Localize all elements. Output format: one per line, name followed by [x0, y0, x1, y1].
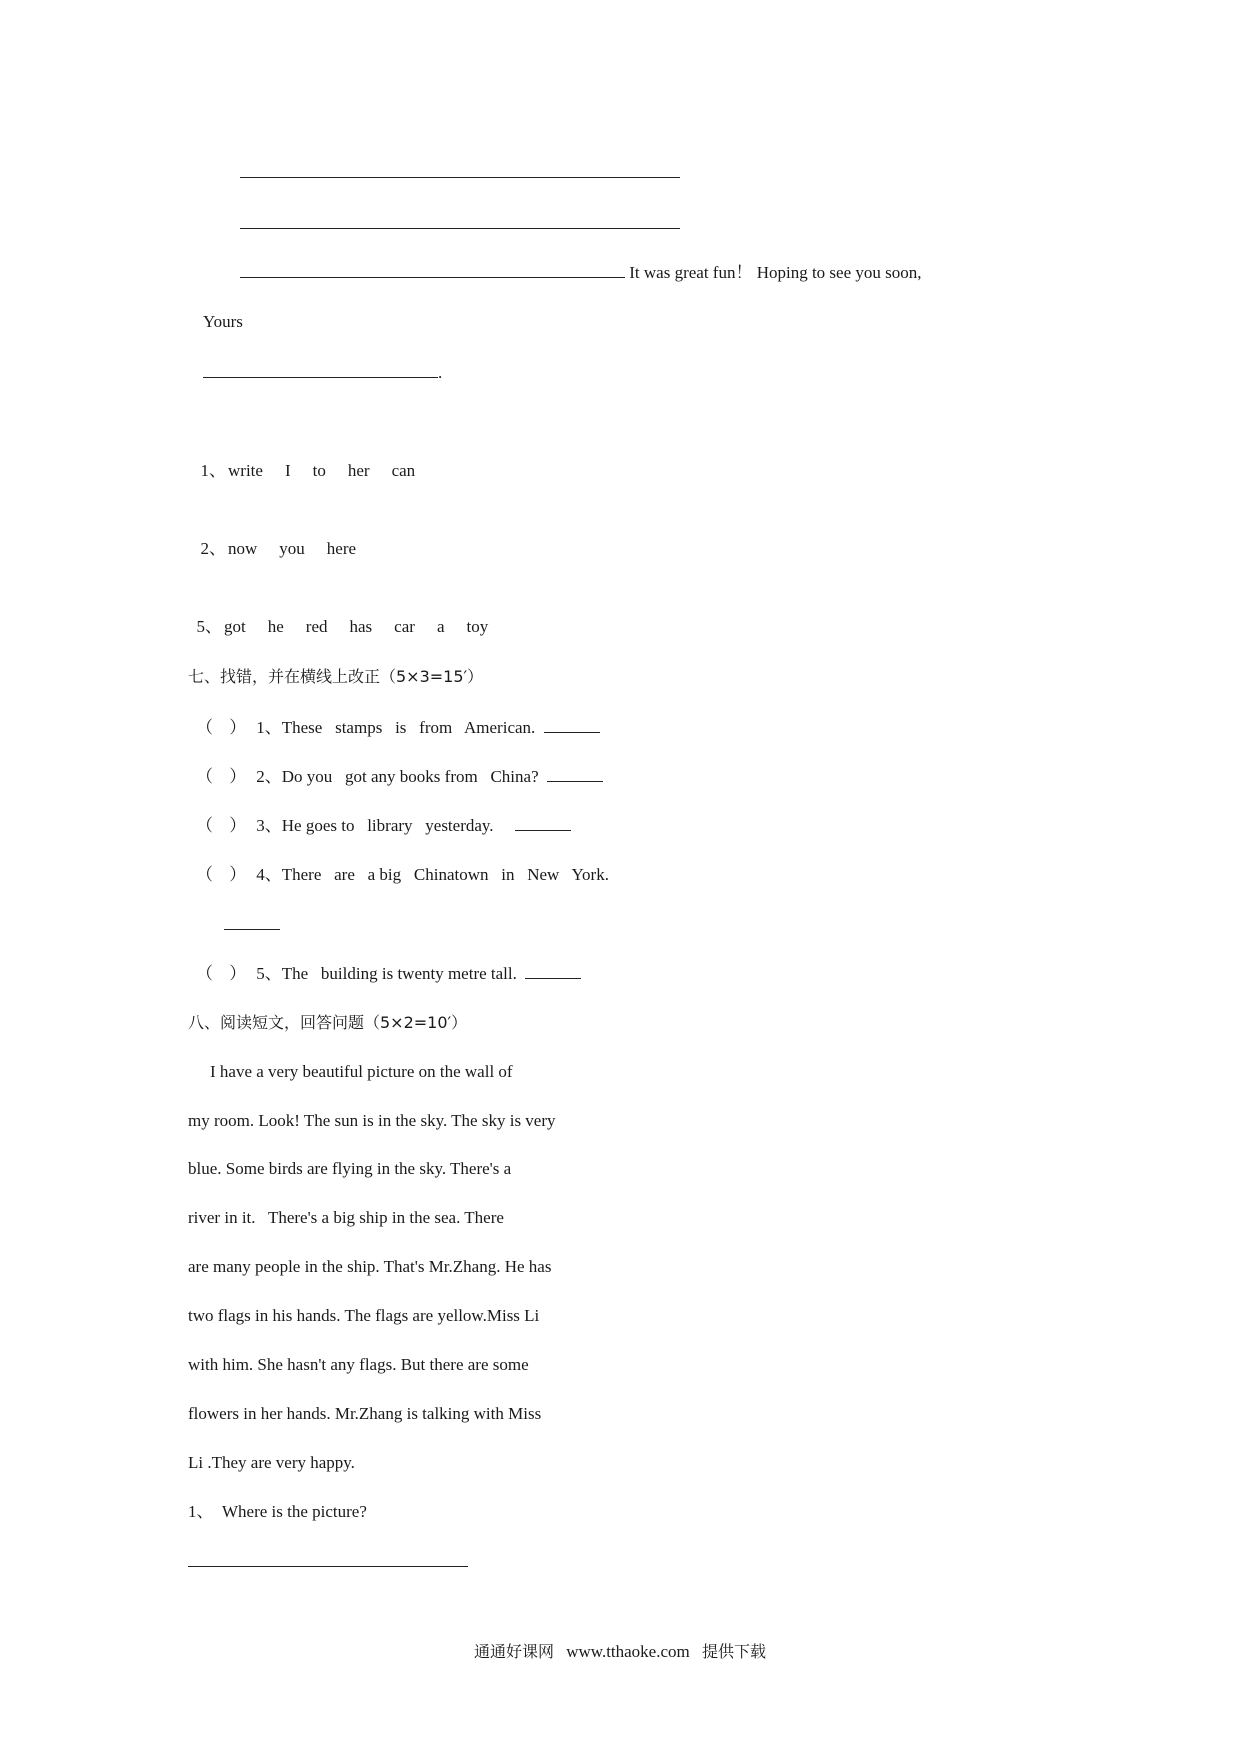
letter-blank-line-3-fill[interactable]: [240, 277, 625, 278]
answer-bracket[interactable]: （ ）: [196, 865, 253, 884]
word: he: [267, 617, 284, 636]
passage-line-5: are many people in the ship. That's Mr.Zhang. He has: [188, 1257, 552, 1276]
word: to: [312, 461, 326, 480]
answer-bracket[interactable]: （ ）: [196, 964, 253, 983]
item-text: These stamps is from American.: [281, 718, 536, 737]
section-8-heading: 八、阅读短文，回答问题（5×2=10′）: [188, 1013, 468, 1032]
footer-download-text: 提供下载: [702, 1642, 767, 1661]
error-item-4: [196, 864, 609, 886]
item-number: 3、: [256, 816, 282, 835]
word: write: [228, 461, 263, 480]
word: got: [224, 617, 246, 636]
word: car: [394, 617, 415, 636]
question-number: 1、: [188, 1502, 214, 1521]
letter-closing-text: It was great fun！ Hoping to see you soon,: [629, 263, 922, 282]
word: her: [347, 461, 370, 480]
item-number: 5、: [256, 964, 282, 983]
passage-line-8: flowers in her hands. Mr.Zhang is talking with Miss: [188, 1404, 542, 1423]
letter-blank-line-1[interactable]: [240, 162, 680, 184]
answer-bracket[interactable]: （ ）: [196, 718, 253, 737]
word: toy: [466, 617, 489, 636]
item-number: 1、: [256, 718, 282, 737]
letter-sign-off: Yours: [203, 312, 243, 331]
word: now: [228, 539, 258, 558]
word: I: [284, 461, 291, 480]
correction-blank[interactable]: [224, 929, 280, 930]
letter-signature-line: [203, 362, 442, 384]
letter-blank-line-3: [240, 262, 922, 284]
letter-blank-line-2[interactable]: [240, 213, 680, 235]
error-item-4-blank-line: [224, 914, 280, 936]
reading-answer-line: [188, 1551, 468, 1573]
word: you: [279, 539, 305, 558]
correction-blank[interactable]: [515, 830, 571, 831]
item-text: Do you got any books from China?: [281, 767, 539, 786]
correction-blank[interactable]: [544, 732, 600, 733]
item-text: There are a big Chinatown in New York.: [281, 865, 609, 884]
item-text: He goes to library yesterday.: [281, 816, 494, 835]
passage-line-9: Li .They are very happy.: [188, 1453, 355, 1472]
item-number: 2、: [256, 767, 282, 786]
item-text: The building is twenty metre tall.: [281, 964, 517, 983]
question-number: 2、: [200, 539, 226, 558]
word: has: [349, 617, 373, 636]
passage-line-4: river in it. There's a big ship in the sea. There: [188, 1208, 504, 1227]
question-number: 5、: [196, 617, 222, 636]
question-text: Where is the picture?: [222, 1502, 367, 1521]
passage-line-3: blue. Some birds are flying in the sky. There's a: [188, 1159, 512, 1178]
footer-site-name: 通通好课网: [473, 1642, 554, 1661]
signature-blank[interactable]: [203, 377, 438, 378]
correction-blank[interactable]: [525, 978, 581, 979]
passage-line-6: two flags in his hands. The flags are yellow.Miss Li: [188, 1306, 540, 1325]
word: red: [305, 617, 328, 636]
reading-question-1: [188, 1501, 367, 1523]
error-item-3: [196, 815, 571, 837]
error-item-1: [196, 717, 600, 739]
passage-line-7: with him. She hasn't any flags. But there are some: [188, 1355, 529, 1374]
word-order-question-2: [192, 516, 378, 560]
word: can: [391, 461, 416, 480]
word: here: [326, 539, 357, 558]
signature-end-mark: .: [438, 363, 443, 382]
word-order-question-5: [188, 594, 510, 638]
question-number: 1、: [200, 461, 226, 480]
answer-bracket[interactable]: （ ）: [196, 816, 253, 835]
section-7-heading: 七、找错，并在横线上改正（5×3=15′）: [188, 667, 484, 686]
answer-bracket[interactable]: （ ）: [196, 767, 253, 786]
passage-line-2: my room. Look! The sun is in the sky. The sky is very: [188, 1111, 556, 1130]
answer-blank[interactable]: [188, 1566, 468, 1567]
item-number: 4、: [256, 865, 282, 884]
passage-line-1: I have a very beautiful picture on the wall of: [210, 1062, 513, 1081]
error-item-2: [196, 766, 603, 788]
error-item-5: [196, 963, 581, 985]
word-order-question-1: [192, 438, 437, 482]
page-footer: [0, 1639, 1240, 1662]
correction-blank[interactable]: [547, 781, 603, 782]
word: a: [436, 617, 445, 636]
footer-url[interactable]: www.tthaoke.com: [566, 1642, 690, 1661]
